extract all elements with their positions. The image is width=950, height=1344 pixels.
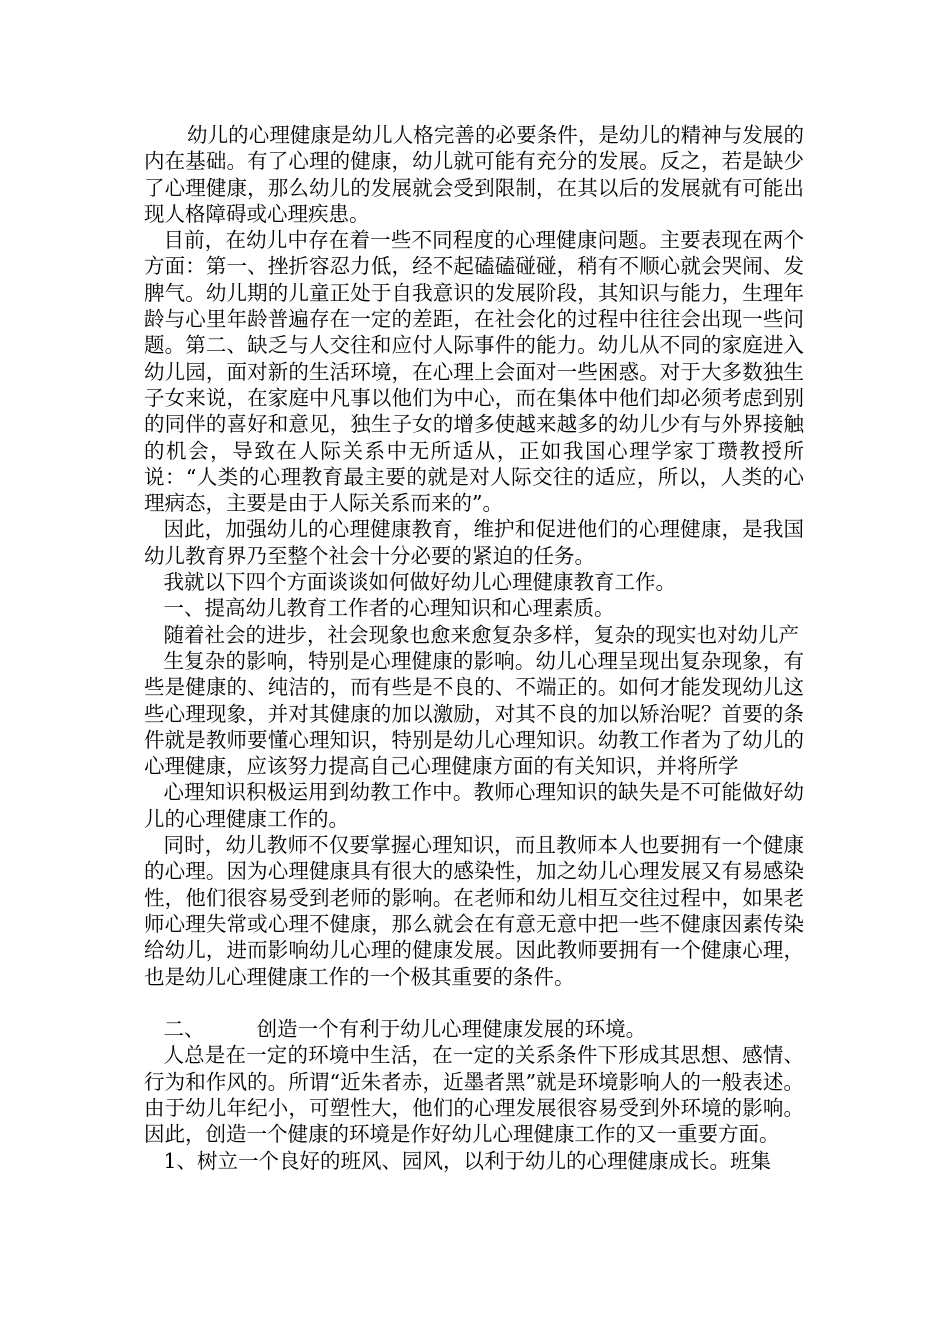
paragraph-society-progress: 随着社会的进步，社会现象也愈来愈复杂多样，复杂的现实也对幼儿产 (163, 622, 799, 647)
paragraph-four-aspects: 我就以下四个方面谈谈如何做好幼儿心理健康教育工作。 (163, 570, 676, 595)
paragraph-environment: 人总是在一定的环境中生活，在一定的关系条件下形成其思想、感情、行为和作风的。所谓“近朱者赤，近墨者黑”就是环境影响人的一般表述。由于幼儿年纪小，可塑性大，他们的心理发展很容易受到外环境的影响。因此，创造一个健康的环境是作好幼儿心理健康工作的又一重要方面。 (144, 1043, 804, 1147)
paragraph-complex-influence: 生复杂的影响，特别是心理健康的影响。幼儿心理呈现出复杂现象，有些是健康的、纯洁的，而有些是不良的、不端正的。如何才能发现幼儿这些心理现象，并对其健康的加以激励，对其不良的加以矫治呢？首要的条件就是教师要懂心理知识，特别是幼儿心理知识。幼教工作者为了幼儿的心理健康，应该努力提高自己心理健康方面的有关知识，并将所学 (144, 648, 804, 779)
paragraph-therefore: 因此，加强幼儿的心理健康教育，维护和促进他们的心理健康，是我国幼儿教育界乃至整个社会十分必要的紧迫的任务。 (144, 517, 804, 568)
paragraph-teacher-health: 同时，幼儿教师不仅要掌握心理知识，而且教师本人也要拥有一个健康的心理。因为心理健康具有很大的感染性，加之幼儿心理发展又有易感染性，他们很容易受到老师的影响。在老师和幼儿相互交往过程中，如果老师心理失常或心理不健康，那么就会在有意无意中把一些不健康因素传染给幼儿，进而影响幼儿心理的健康发展。因此教师要拥有一个健康心理，也是幼儿心理健康工作的一个极其重要的条件。 (144, 833, 804, 989)
section-heading-2: 二、 创造一个有利于幼儿心理健康发展的环境。 (163, 1017, 647, 1042)
paragraph-problems: 目前，在幼儿中存在着一些不同程度的心理健康问题。主要表现在两个方面：第一、挫折容忍力低，经不起磕磕碰碰，稍有不顺心就会哭闹、发脾气。幼儿期的儿童正处于自我意识的发展阶段，其知识与能力，生理年龄与心里年龄普遍存在一定的差距，在社会化的过程中往往会出现一些问题。第二、缺乏与人交往和应付人际事件的能力。幼儿从不同的家庭进入幼儿园，面对新的生活环境，在心理上会面对一些困惑。对于大多数独生子女来说，在家庭中凡事以他们为中心，而在集体中他们却必须考虑到别的同伴的喜好和意见，独生子女的增多使越来越多的幼儿少有与外界接触的机会，导致在人际关系中无所适从，正如我国心理学家丁瓒教授所说：“人类的心理教育最主要的就是对人际交往的适应，所以，人类的心理病态，主要是由于人际关系而来的”。 (144, 228, 804, 516)
blank-line (144, 990, 804, 1016)
paragraph-class-style: 1、树立一个良好的班风、园风，以利于幼儿的心理健康成长。班集 (163, 1148, 772, 1173)
paragraph-apply-knowledge: 心理知识积极运用到幼教工作中。教师心理知识的缺失是不可能做好幼儿的心理健康工作的。 (144, 780, 804, 831)
document-body (144, 122, 804, 1174)
section-heading-1: 一、提高幼儿教育工作者的心理知识和心理素质。 (163, 596, 615, 621)
paragraph-intro: 幼儿的心理健康是幼儿人格完善的必要条件，是幼儿的精神与发展的内在基础。有了心理的健康，幼儿就可能有充分的发展。反之，若是缺少了心理健康，那么幼儿的发展就会受到限制，在其以后的发展就有可能出现人格障碍或心理疾患。 (144, 123, 804, 226)
